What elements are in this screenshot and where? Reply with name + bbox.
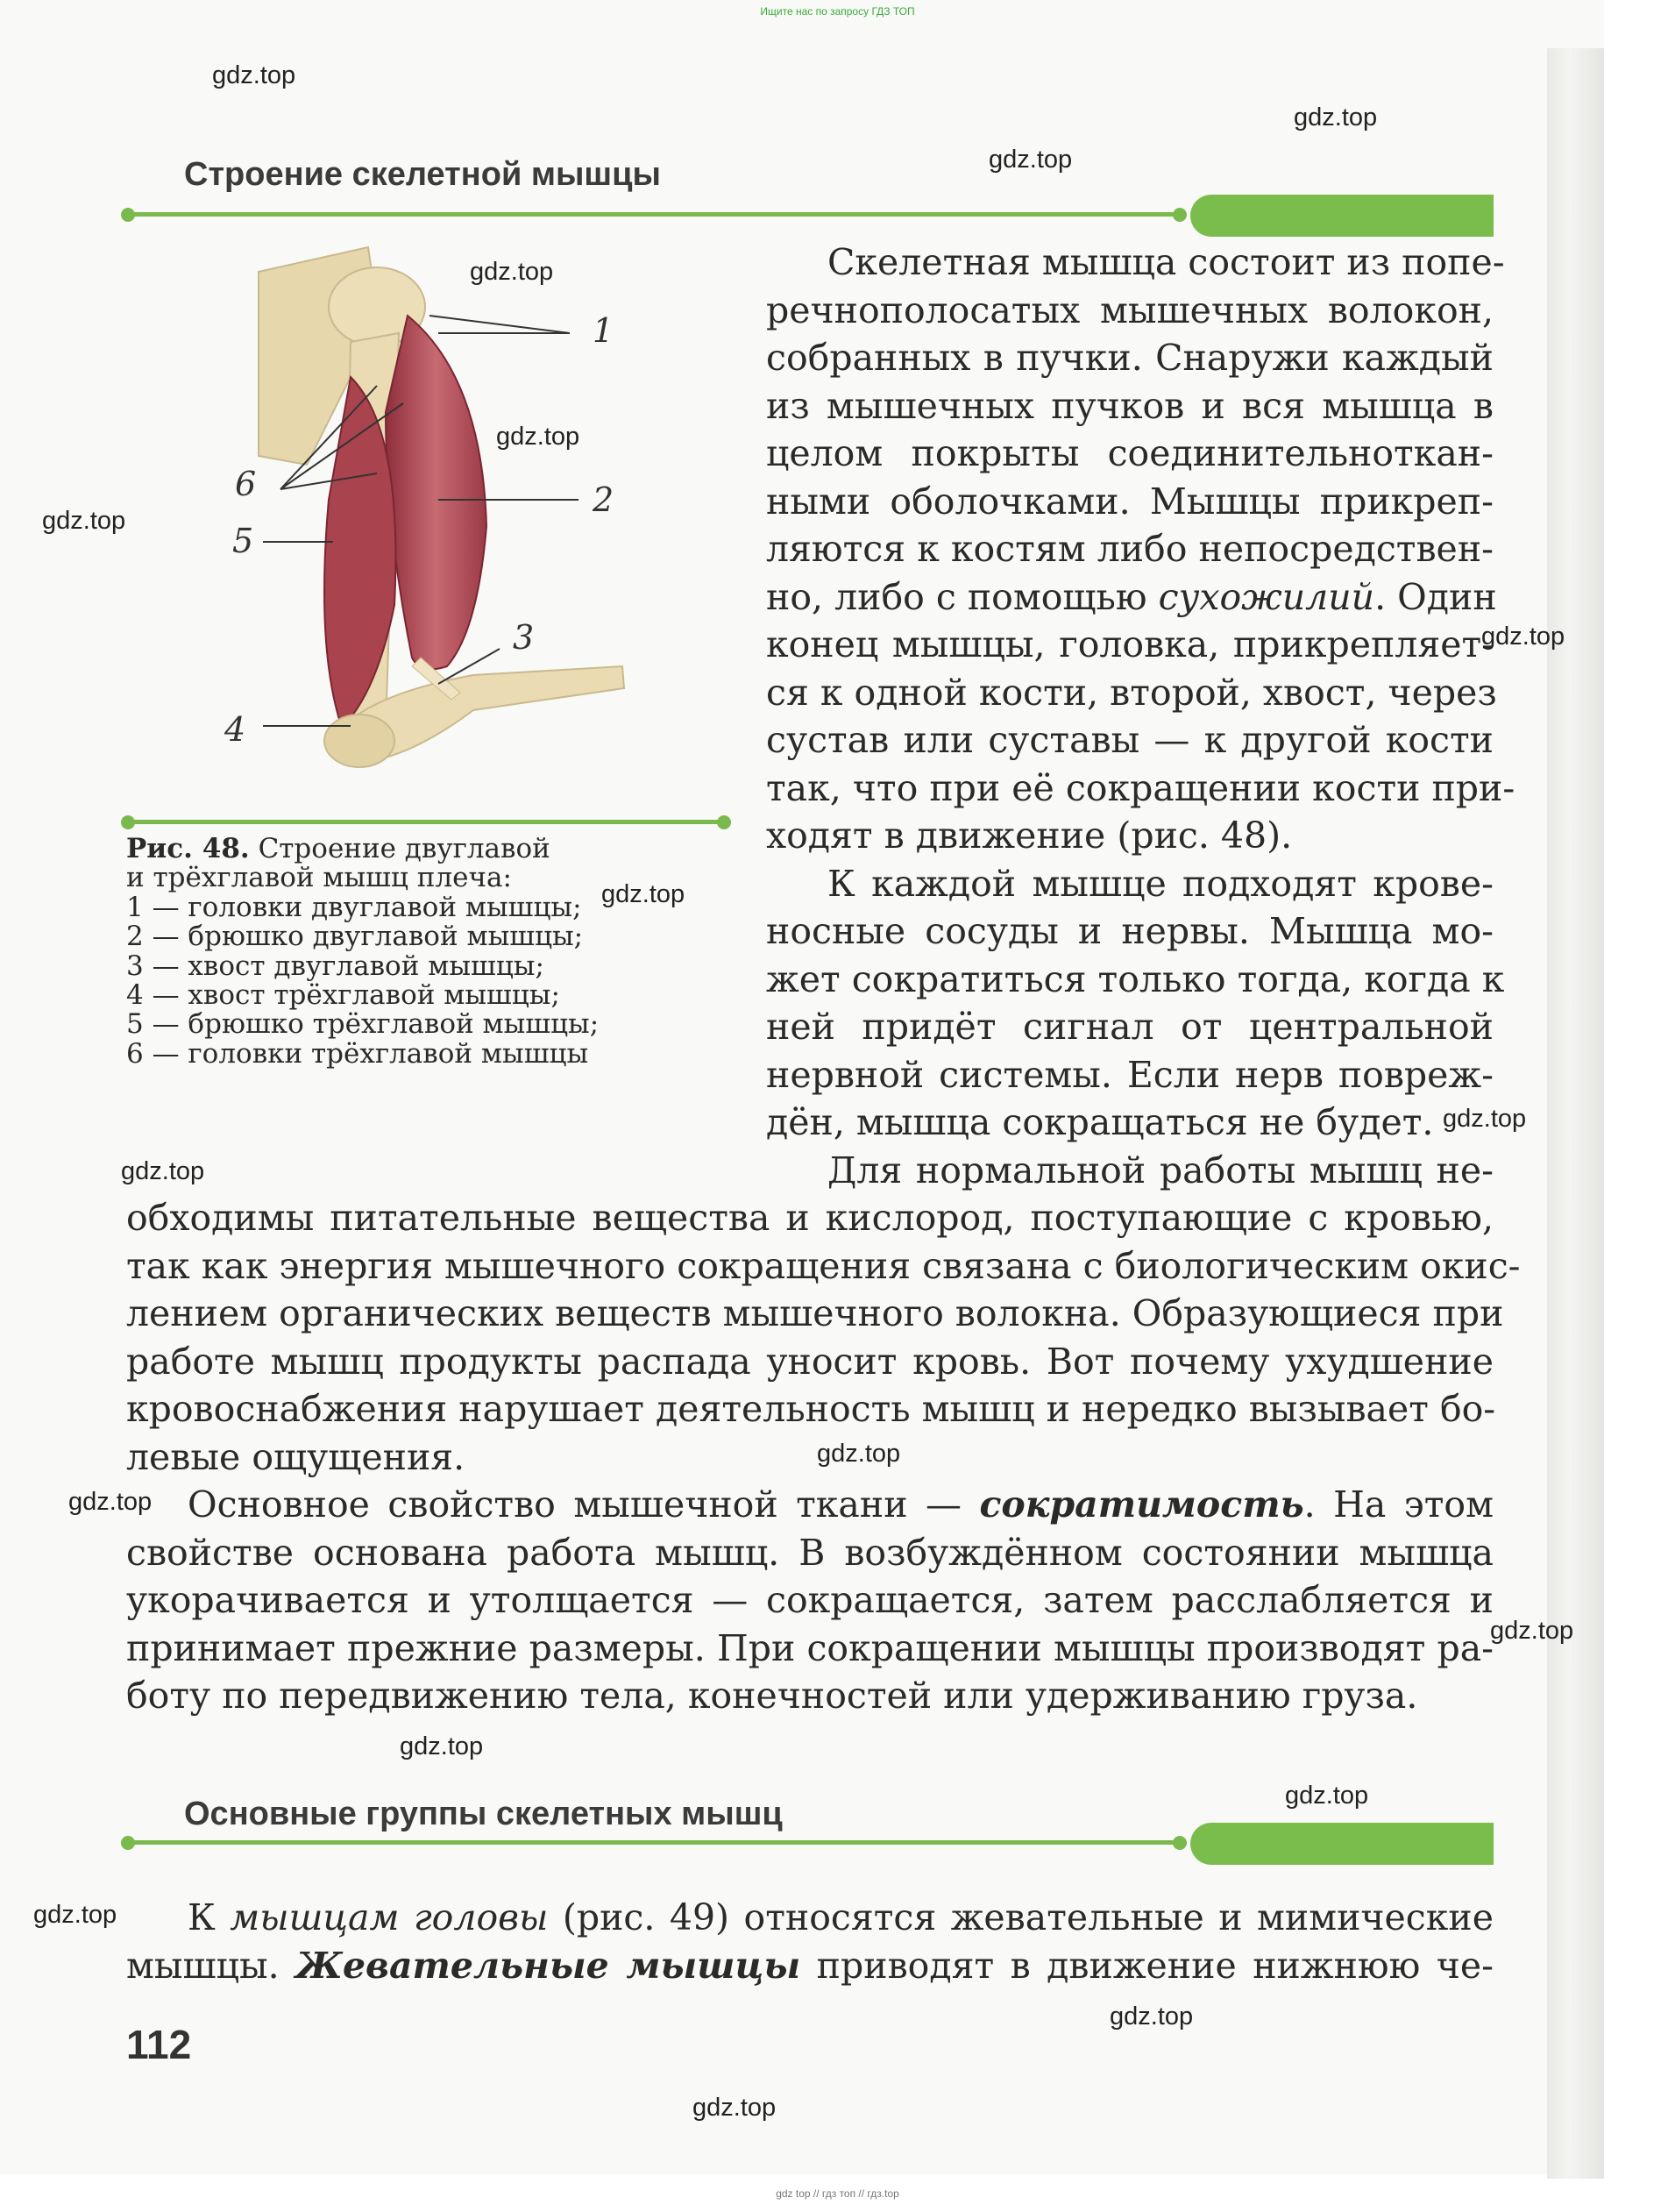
watermark[interactable]: gdz.top (68, 1488, 153, 1516)
text-line: ся к одной кости, второй, хвост, через (766, 671, 1497, 714)
watermark[interactable]: gdz.top (1443, 1105, 1527, 1133)
caption-item-5: 5 — брюшко трёхглавой мышцы; (126, 1008, 600, 1041)
caption-line-dot (717, 815, 731, 829)
section-heading-structure: Строение скелетной мышцы (184, 156, 661, 193)
caption-item-2: 2 — брюшко двуглавой мышцы; (126, 921, 584, 953)
text-line: ходят в движение (рис. 48). (766, 814, 1293, 857)
text-line: так, что при её сокращении кости при- (766, 766, 1515, 809)
section-heading-groups: Основные группы скелетных мышц (184, 1796, 783, 1832)
heading-line (128, 1840, 1180, 1845)
leader-1 (429, 316, 570, 333)
label-5: 5 (232, 522, 254, 560)
watermark[interactable]: gdz.top (1294, 103, 1378, 132)
text-line: К каждой мышце подходят крове- (827, 862, 1494, 905)
label-2: 2 (593, 480, 614, 519)
page-edge (1547, 48, 1604, 2179)
text-line: Для нормальной работы мышц не- (827, 1149, 1494, 1191)
text-line: собранных в пучки. Снаружи каждый (766, 337, 1494, 379)
footer-links[interactable]: gdz top // гдз топ // гдз.top (776, 2187, 899, 2200)
text-line: лением органических веществ мышечного волокна. Образующиеся при (126, 1292, 1504, 1334)
text-line: боту по передвижению тела, конечностей или удерживанию груза. (126, 1675, 1418, 1717)
text-line: Скелетная мышца состоит из попе- (827, 241, 1505, 283)
text-line: мышцы. Жевательные мышцы приводят в движение нижнюю че- (126, 1944, 1494, 1987)
text-line: работе мышц продукты распада уносит кровь. Вот почему ухудшение (126, 1340, 1494, 1383)
leader-6 (280, 386, 403, 489)
watermark[interactable]: gdz.top (496, 423, 580, 451)
heading-line-dot (1173, 1836, 1187, 1850)
text-line: жет сократиться только тогда, когда к (766, 957, 1505, 1000)
label-1: 1 (593, 311, 614, 350)
text-line: обходимы питательные вещества и кислород, поступающие с кровью, (126, 1197, 1494, 1239)
figure-caption (126, 835, 599, 1069)
watermark[interactable]: gdz.top (42, 507, 126, 535)
text-line: так как энергия мышечного сокращения связана с биологическим окис- (126, 1244, 1521, 1287)
text-line: дён, мышца сокращаться не будет. (766, 1101, 1434, 1143)
text-line: Основное свойство мышечной ткани — сократимость. На этом (188, 1483, 1494, 1526)
column-text (766, 238, 1515, 1194)
watermark[interactable]: gdz.top (989, 146, 1073, 174)
text-line: ней придёт сигнал от центральной (766, 1006, 1494, 1048)
leader-3 (438, 649, 500, 684)
caption-item-3: 3 — хвост двуглавой мышцы; (126, 950, 544, 982)
text-line: сустав или суставы — к другой кости (766, 719, 1494, 761)
text-line: левые ощущения. (126, 1435, 465, 1478)
watermark[interactable]: gdz.top (1285, 1782, 1369, 1810)
watermark[interactable]: gdz.top (817, 1440, 901, 1468)
label-4: 4 (224, 710, 246, 749)
text-line: свойстве основана работа мышц. В возбуждённом состоянии мышца (126, 1531, 1494, 1574)
text-line: нервной системы. Если нерв повреж- (766, 1053, 1494, 1096)
text-line: из мышечных пучков и вся мышца в (766, 384, 1494, 427)
watermark[interactable]: gdz.top (470, 258, 554, 286)
section2-text (126, 1894, 1494, 1989)
text-line: принимает прежние размеры. При сокращении мышцы производят ра- (126, 1626, 1494, 1669)
heading-line (128, 212, 1180, 217)
text-line: ными оболочками. Мышцы прикреп- (766, 480, 1494, 523)
caption-item-4: 4 — хвост трёхглавой мышцы; (126, 978, 560, 1011)
heading-green-bar (1190, 195, 1494, 237)
caption-item-6: 6 — головки трёхглавой мышцы (126, 1037, 589, 1070)
figure-leader-lines (175, 263, 631, 754)
caption-line: Строение двуглавой (258, 833, 550, 864)
watermark[interactable]: gdz.top (692, 2094, 777, 2122)
text-line: речнополосатых мышечных волокон, (766, 288, 1494, 331)
label-6: 6 (235, 465, 257, 503)
label-3: 3 (513, 618, 535, 657)
watermark[interactable]: gdz.top (121, 1157, 205, 1185)
text-line: К мышцам головы (рис. 49) относятся жевательные и мимические (188, 1896, 1494, 1938)
body-text (126, 1194, 1521, 1720)
caption-item-1: 1 — головки двуглавой мышцы; (126, 891, 582, 923)
watermark[interactable]: gdz.top (400, 1732, 484, 1760)
heading-green-bar (1190, 1823, 1494, 1865)
text-line: носные сосуды и нервы. Мышца мо- (766, 910, 1494, 952)
text-line: целом покрыты соединительноткан- (766, 432, 1494, 474)
text-line: ляются к костям либо непосредствен- (766, 528, 1494, 570)
caption-line (128, 820, 724, 824)
watermark[interactable]: gdz.top (1110, 2002, 1194, 2031)
watermark[interactable]: gdz.top (601, 880, 685, 908)
text-line: но, либо с помощью сухожилий. Один (766, 575, 1497, 618)
watermark[interactable]: gdz.top (1490, 1617, 1574, 1645)
watermark[interactable]: gdz.top (1481, 622, 1565, 651)
caption-title: Рис. 48. (126, 833, 250, 864)
text-line: конец мышцы, головка, прикрепляет- (766, 623, 1494, 665)
text-line: кровоснабжения нарушает деятельность мышц и нередко вызывает бо- (126, 1388, 1496, 1430)
watermark[interactable]: gdz.top (212, 61, 296, 89)
page-number: 112 (126, 2022, 192, 2067)
caption-line: и трёхглавой мышц плеча: (126, 862, 512, 894)
top-banner[interactable]: Ищите нас по запросу ГДЗ ТОП (760, 5, 915, 18)
heading-line-dot (1173, 208, 1187, 222)
watermark[interactable]: gdz.top (33, 1901, 117, 1929)
text-line: укорачивается и утолщается — сокращается, затем расслабляется и (126, 1579, 1494, 1621)
